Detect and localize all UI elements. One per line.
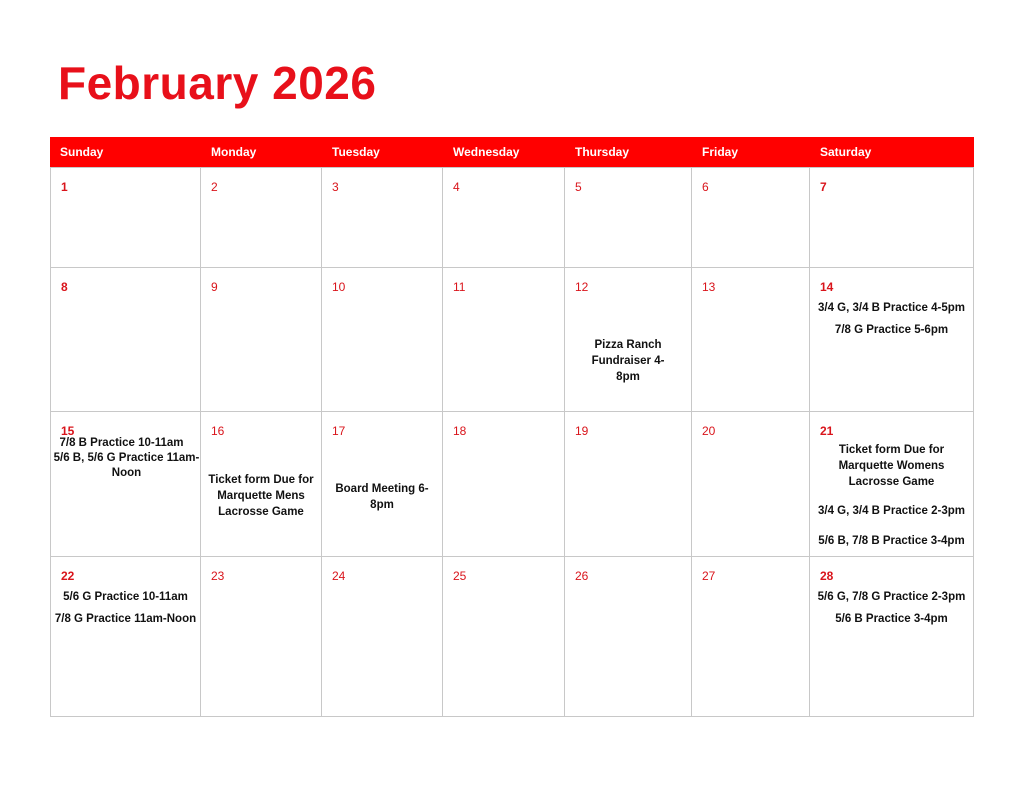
- day-cell: [321, 267, 443, 412]
- day-number: 8: [61, 280, 68, 294]
- event-text: Ticket form Due for Marquette Womens Lacrosse Game: [838, 444, 945, 488]
- event-text: 7/8 G Practice 11am-Noon: [54, 613, 197, 625]
- day-cell: [691, 556, 810, 717]
- weekday-header: [50, 137, 974, 167]
- day-cell: [321, 411, 443, 557]
- day-number: 20: [702, 424, 716, 438]
- day-cell: [442, 411, 565, 557]
- day-cell: [564, 556, 692, 717]
- weekday-saturday: Saturday: [820, 145, 872, 159]
- event-text: 5/6 G, 7/8 G Practice 2-3pm: [817, 591, 966, 603]
- day-number: 13: [702, 280, 716, 294]
- day-number: 11: [453, 280, 466, 294]
- day-number: 3: [332, 180, 339, 194]
- weekday-sunday: Sunday: [60, 145, 104, 159]
- day-cell: [442, 267, 565, 412]
- day-number: 1: [61, 180, 68, 194]
- day-number: 4: [453, 180, 460, 194]
- day-number: 19: [575, 424, 589, 438]
- page-title: February 2026: [58, 57, 377, 109]
- day-cell: [321, 556, 443, 717]
- day-cell: [809, 167, 974, 268]
- day-number: 23: [211, 569, 225, 583]
- day-number: 7: [820, 180, 827, 194]
- day-cell: [691, 267, 810, 412]
- day-number: 27: [702, 569, 716, 583]
- day-cell: [200, 556, 322, 717]
- event-text: Ticket form Due for Marquette Mens Lacrosse Game: [208, 474, 314, 518]
- day-number: 26: [575, 569, 589, 583]
- day-cell: [50, 556, 201, 717]
- day-cell: [50, 267, 201, 412]
- day-number: 18: [453, 424, 467, 438]
- event-text: Board Meeting 6-8pm: [335, 483, 429, 511]
- day-cell: [564, 167, 692, 268]
- event-text: 7/8 B Practice 10-11am: [59, 437, 184, 449]
- day-number: 17: [332, 424, 346, 438]
- day-number: 5: [575, 180, 582, 194]
- day-number: 25: [453, 569, 467, 583]
- event-text: 5/6 B, 5/6 G Practice 11am-Noon: [53, 452, 200, 479]
- day-number: 6: [702, 180, 709, 194]
- day-number: 10: [332, 280, 346, 294]
- day-number: 2: [211, 180, 218, 194]
- day-number: 24: [332, 569, 346, 583]
- day-cell: [50, 167, 201, 268]
- day-cell: [691, 167, 810, 268]
- day-cell: [809, 267, 974, 412]
- calendar-grid: [50, 137, 974, 717]
- day-cell: [200, 411, 322, 557]
- weekday-wednesday: Wednesday: [453, 145, 520, 159]
- day-number: 22: [61, 569, 75, 583]
- event-text: 5/6 G Practice 10-11am: [63, 591, 188, 603]
- weekday-monday: Monday: [211, 145, 257, 159]
- day-cell: [442, 167, 565, 268]
- day-number: 15: [61, 424, 75, 438]
- day-cell: [200, 167, 322, 268]
- day-cell: [809, 411, 974, 557]
- day-cell: [200, 267, 322, 412]
- weekday-tuesday: Tuesday: [332, 145, 380, 159]
- day-number: 28: [820, 569, 834, 583]
- event-text: 5/6 B Practice 3-4pm: [835, 613, 948, 625]
- day-cell: [691, 411, 810, 557]
- event-text: 3/4 G, 3/4 B Practice 4-5pm: [817, 302, 966, 314]
- day-number: 21: [820, 424, 834, 438]
- day-number: 12: [575, 280, 589, 294]
- event-text: Pizza Ranch Fundraiser 4-8pm: [591, 339, 665, 383]
- day-cell: [564, 267, 692, 412]
- weekday-thursday: Thursday: [575, 145, 630, 159]
- day-number: 9: [211, 280, 218, 294]
- day-number: 16: [211, 424, 225, 438]
- weekday-friday: Friday: [702, 145, 739, 159]
- event-text: 3/4 G, 3/4 B Practice 2-3pm: [817, 505, 966, 517]
- day-number: 14: [820, 280, 834, 294]
- event-text: 7/8 G Practice 5-6pm: [834, 324, 949, 336]
- day-cell: [564, 411, 692, 557]
- day-cell: [809, 556, 974, 717]
- day-cell: [321, 167, 443, 268]
- day-cell: [442, 556, 565, 717]
- day-cell: [50, 411, 201, 557]
- event-text: 5/6 B, 7/8 B Practice 3-4pm: [818, 535, 965, 547]
